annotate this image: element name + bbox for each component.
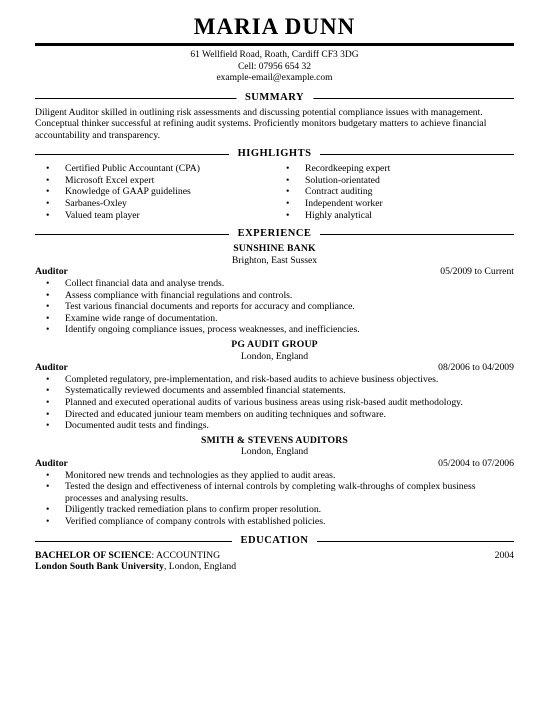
summary-text: Diligent Auditor skilled in outlining risk assessments and discussing potential compliance issues with management. Conceptual thinker successful at refining audit systems. Proficiently monitors budgetary matters to achieve financial accountability and transparency. <box>35 106 487 141</box>
graduation-year: 2004 <box>494 549 514 561</box>
candidate-name: MARIA DUNN <box>193 14 356 39</box>
job-title-row <box>35 458 514 470</box>
company-name: PG AUDIT GROUP <box>231 339 318 350</box>
list-item: • Collect financial data and analyse trends. <box>35 278 514 290</box>
experience-heading <box>35 228 514 240</box>
degree-field: : ACCOUNTING <box>151 549 221 561</box>
education-degree-row <box>35 550 514 562</box>
list-item: • Solution-orientated <box>275 175 514 187</box>
list-item: • Contract auditing <box>275 186 514 198</box>
list-item: • Valued team player <box>35 210 275 222</box>
job-dates: 05/2009 to Current <box>440 266 514 278</box>
list-item: • Recordkeeping expert <box>275 163 514 175</box>
degree-name: BACHELOR OF SCIENCE <box>35 549 152 561</box>
section-title: HIGHLIGHTS <box>229 148 321 160</box>
list-item: • Completed regulatory, pre-implementation, and risk-based audits to achieve business objectives. <box>35 374 514 386</box>
job-title-row <box>35 266 514 278</box>
duties-list <box>35 470 514 528</box>
job-title: Auditor <box>35 362 68 374</box>
job-dates: 08/2006 to 04/2009 <box>438 362 514 374</box>
job-title: Auditor <box>35 266 68 278</box>
section-title: EDUCATION <box>232 535 318 547</box>
highlights-left-list <box>35 163 275 221</box>
company-location: London, England <box>240 350 309 362</box>
list-item: • Planned and executed operational audits of various business areas using risk-based audit methodology. <box>35 397 514 409</box>
company-location: Brighton, East Sussex <box>231 254 318 266</box>
resume-page <box>35 0 514 573</box>
list-item: • Monitored new trends and technologies as they applied to audit areas. <box>35 470 514 482</box>
phone: Cell: 07956 654 32 <box>237 61 312 72</box>
list-item: • Sarbanes-Oxley <box>35 198 275 210</box>
duties-list <box>35 374 514 432</box>
list-item: • Systematically reviewed documents and assembled financial statements. <box>35 385 514 397</box>
job-dates: 05/2004 to 07/2006 <box>438 457 514 469</box>
address: 61 Wellfield Road, Roath, Cardiff CF3 3DG <box>190 50 359 60</box>
header-divider <box>35 43 514 46</box>
highlights-right-list <box>275 163 514 221</box>
degree <box>35 550 220 562</box>
list-item: • Diligently tracked remediation plans to confirm proper resolution. <box>35 504 514 516</box>
list-item: • Independent worker <box>275 198 514 210</box>
duties-list <box>35 278 514 336</box>
company-name: SMITH & STEVENS AUDITORS <box>200 434 348 446</box>
list-item: • Directed and educated juniour team members on auditing techniques and software. <box>35 409 514 421</box>
email: example-email@example.com <box>216 73 333 83</box>
job-entry <box>35 243 514 336</box>
school-location: , London, England <box>163 561 237 573</box>
list-item: • Knowledge of GAAP guidelines <box>35 186 275 198</box>
highlights-columns <box>35 163 514 221</box>
highlights-heading <box>35 148 514 160</box>
company-location: London, England <box>240 446 309 458</box>
list-item: • Assess compliance with financial regulations and controls. <box>35 290 514 302</box>
job-title: Auditor <box>35 457 68 469</box>
list-item: • Verified compliance of company controls with established policies. <box>35 516 514 528</box>
list-item: • Documented audit tests and findings. <box>35 420 514 432</box>
job-title-row <box>35 362 514 374</box>
list-item: • Tested the design and effectiveness of internal controls by completing walk-throughs of complex business processes and analysing results. <box>35 481 514 504</box>
list-item: • Test various financial documents and reports for accuracy and compliance. <box>35 301 514 313</box>
job-entry <box>35 339 514 432</box>
list-item: • Certified Public Accountant (CPA) <box>35 163 275 175</box>
list-item: • Highly analytical <box>275 210 514 222</box>
list-item: • Microsoft Excel expert <box>35 175 275 187</box>
section-title: EXPERIENCE <box>229 228 321 240</box>
school-name: London South Bank University <box>35 561 164 573</box>
section-title: SUMMARY <box>236 92 313 104</box>
company-name: SUNSHINE BANK <box>233 243 316 255</box>
job-entry <box>35 435 514 528</box>
contact-block <box>35 50 514 85</box>
list-item: • Identify ongoing compliance issues, process weaknesses, and inefficiencies. <box>35 324 514 336</box>
education-school-row <box>35 561 514 573</box>
education-heading <box>35 535 514 547</box>
list-item: • Examine wide range of documentation. <box>35 313 514 325</box>
summary-heading <box>35 92 514 104</box>
